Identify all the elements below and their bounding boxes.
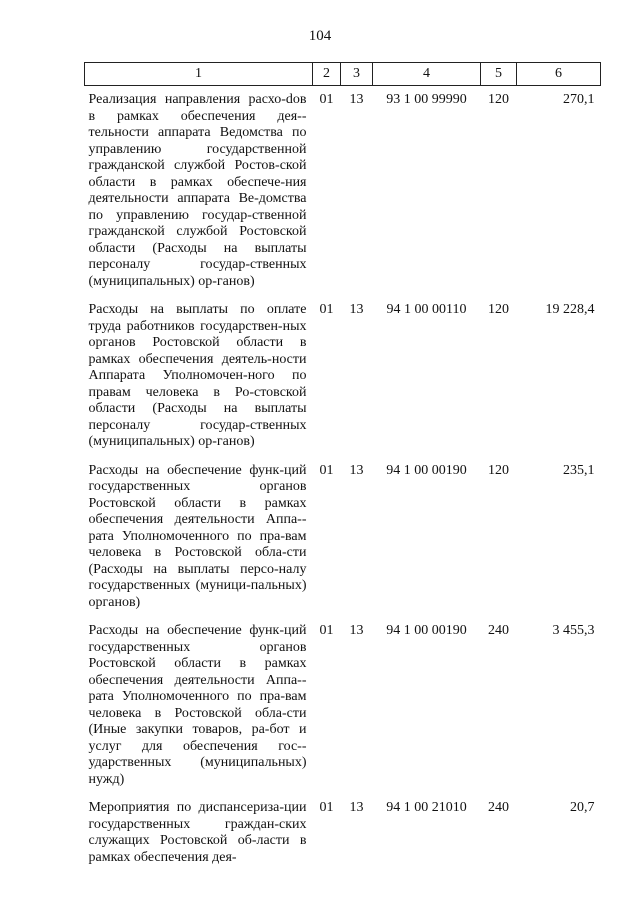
header-col-3: 3: [341, 63, 373, 86]
table-row: [85, 296, 601, 457]
table-row: [85, 617, 601, 794]
row-description: Расходы на обеспечение функ-ций государственных органов Ростовской области в рамках обеспечения деятельности Аппа-рата Уполномоченного по пра-вам человека в Ростовской обла-сти (Расходы на выплаты персо-налу государственных (муници-пальных) органов): [88, 462, 307, 610]
row-amount: 20,7: [570, 800, 595, 815]
row-target-article: 94 1 00 00190: [386, 623, 467, 638]
row-expense-type: 240: [488, 623, 509, 638]
table-header-row: [85, 63, 601, 86]
row-section: 01: [319, 800, 334, 815]
row-amount: 19 228,4: [545, 302, 595, 317]
budget-table: [84, 62, 601, 872]
row-section: 01: [319, 623, 334, 638]
row-expense-type: 120: [488, 302, 509, 317]
row-description: Расходы на обеспечение функ-ций государственных органов Ростовской области в рамках обеспечения деятельности Аппа-рата Уполномоченного по пра-вам человека в Ростовской обла-сти (Иные закупки товаров, ра-бот и услуг для обеспечения гос-ударственных (муниципальных) нужд): [88, 623, 307, 787]
row-subsection: 13: [349, 623, 364, 638]
row-section: 01: [319, 302, 334, 317]
row-section: 01: [319, 462, 334, 478]
row-expense-type: 240: [488, 800, 509, 815]
row-section: 01: [319, 92, 334, 107]
row-description: Расходы на выплаты по оплате труда работников государствен-ных органов Ростовской области в рамках обеспечения деятель-ности Аппарата Уполномочен-ного по правам человека в Ро-стовской области (Расходы на выплаты персоналу государ-ственных (муниципальных) ор-ганов): [88, 302, 307, 449]
row-target-article: 94 1 00 21010: [386, 800, 467, 815]
header-col-2: 2: [313, 63, 341, 86]
page-number: 104: [308, 28, 332, 44]
table-row: [85, 794, 601, 872]
row-target-article: 94 1 00 00110: [386, 302, 467, 317]
row-subsection: 13: [349, 302, 364, 317]
row-expense-type: 120: [488, 462, 509, 478]
header-col-1: 1: [85, 63, 313, 86]
table-row: [85, 86, 601, 297]
row-description: Реализация направления расхо-dов в рамках обеспечения дея-тельности аппарата Ведомства по управлению государственной гражданской службой Ростов-ской области в рамках обеспече-ния деятельности аппарата Ве-домства по управлению государ-ственной гражданской службой Ростовской области (Расходы на выплаты персоналу государ-ственных (муниципальных) ор-ганов): [88, 92, 307, 289]
row-amount: 3 455,3: [552, 623, 595, 638]
row-target-article: 94 1 00 00190: [386, 462, 467, 478]
row-amount: 235,1: [563, 462, 595, 478]
row-subsection: 13: [349, 92, 364, 107]
header-col-4: 4: [373, 63, 481, 86]
header-col-5: 5: [481, 63, 517, 86]
row-amount: 270,1: [563, 92, 595, 107]
row-target-article: 93 1 00 99990: [386, 92, 467, 107]
row-expense-type: 120: [488, 92, 509, 107]
table-row: [85, 457, 601, 618]
header-col-6: 6: [517, 63, 601, 86]
row-subsection: 13: [349, 800, 364, 815]
row-subsection: 13: [349, 462, 364, 478]
row-description: Мероприятия по диспансеризa-ции государственных граждан-ских служащих Ростовской об-ласти в рамках обеспечения дея-: [88, 800, 307, 865]
